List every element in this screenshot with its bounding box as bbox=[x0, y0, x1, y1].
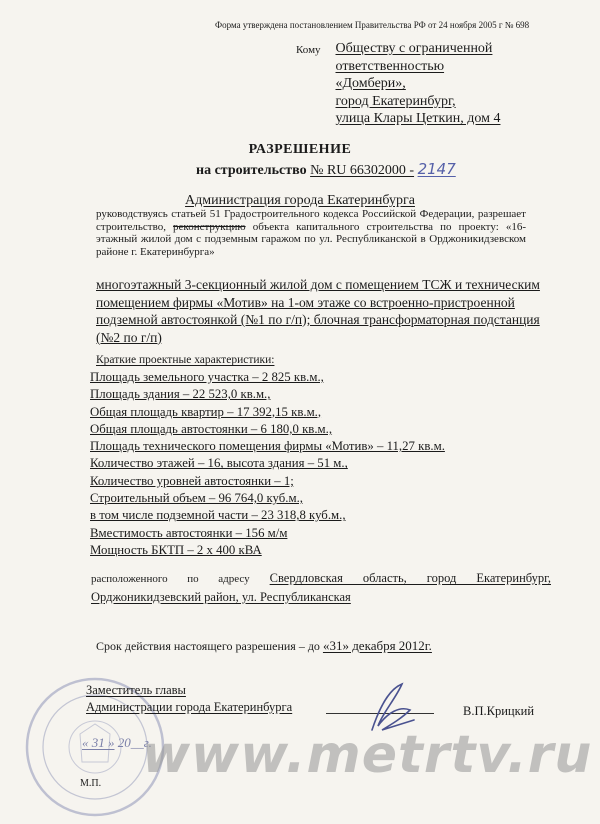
spec-item: Общая площадь квартир – 17 392,15 кв.м., bbox=[90, 404, 322, 419]
recipient-line: «Домбери», bbox=[335, 76, 406, 91]
stamp-label: М.П. bbox=[80, 778, 102, 789]
address-label: расположенного по адресу bbox=[91, 573, 250, 585]
recipient-label: Кому bbox=[296, 44, 321, 56]
spec-item: Количество этажей – 16, высота здания – 51 м., bbox=[90, 456, 348, 471]
recipient-line: город Екатеринбург, bbox=[335, 93, 456, 109]
recipient-line: ответственностью bbox=[335, 58, 445, 74]
authority-name: Администрация города Екатеринбурга bbox=[185, 193, 415, 208]
signer-name: В.П.Крицкий bbox=[463, 704, 535, 718]
validity-line bbox=[96, 638, 432, 654]
spec-item: в том числе подземной части – 23 318,8 куб.м., bbox=[90, 508, 346, 523]
signatory-title-line: Заместитель главы bbox=[86, 683, 186, 697]
recipient-line: Обществу с ограниченной bbox=[335, 41, 493, 56]
specs-title: Краткие проектные характеристики: bbox=[96, 354, 275, 366]
watermark: www.metrtv.ru bbox=[142, 725, 593, 785]
signatory-title bbox=[86, 682, 292, 716]
spec-item: Площадь здания – 22 523,0 кв.м., bbox=[90, 387, 271, 402]
object-description: многоэтажный 3-секционный жилой дом с помещением ТСЖ и техническим помещением фирмы «Мотив» на 1-ом этаже со встроенно-пристроенной подземной автостоянкой (№1 по г/п); блочная трансформаторная подстанция (№2 по г/п) bbox=[96, 277, 540, 345]
permit-handwritten-number: 2147 bbox=[417, 160, 456, 178]
permit-number: № RU 66302000 - bbox=[310, 163, 415, 178]
spec-item: Строительный объем – 96 764,0 куб.м., bbox=[90, 491, 303, 506]
specs-list bbox=[90, 369, 445, 559]
legal-basis bbox=[96, 208, 526, 258]
legal-basis-text: руководствуясь статьей 51 Градостроительного кодекса Российской Федерации, разрешает строительство, bbox=[96, 208, 526, 233]
address-value: Свердловская область, город Екатеринбург, Орджоникидзевский район, ул. Республиканская bbox=[91, 571, 551, 604]
document-title: РАЗРЕШЕНИЕ bbox=[248, 142, 352, 157]
spec-item: Количество уровней автостоянки – 1; bbox=[90, 473, 294, 488]
spec-item: Мощность БКТП – 2 х 400 кВА bbox=[90, 542, 262, 557]
form-note: Форма утверждена постановлением Правительства РФ от 24 ноября 2005 г № 698 bbox=[215, 20, 530, 30]
spec-item: Площадь технического помещения фирмы «Мотив» – 11,27 кв.м. bbox=[90, 439, 445, 454]
permit-number-line bbox=[196, 160, 456, 179]
struck-word: реконструкцию bbox=[173, 220, 246, 233]
address-block bbox=[91, 570, 551, 606]
permit-prefix: на строительство bbox=[196, 163, 307, 178]
spec-item: Вместимость автостоянки – 156 м/м bbox=[90, 525, 288, 540]
recipient-lines bbox=[336, 40, 501, 128]
signatory-title-line: Администрации города Екатеринбурга bbox=[86, 700, 293, 714]
spec-item: Общая площадь автостоянки – 6 180,0 кв.м., bbox=[90, 421, 333, 436]
recipient-block bbox=[296, 40, 500, 128]
signature-date-year: 20__г. bbox=[117, 735, 152, 750]
validity-label: Срок действия настоящего разрешения – до bbox=[96, 639, 320, 653]
legal-basis-text: объекта капитального строительства по проекту: «16-этажный жилой дом с подземным гаражом по ул. Республиканской в Орджоникидзевском районе г. Екатеринбурга» bbox=[96, 220, 526, 258]
signature-date-day: « 31 » bbox=[82, 735, 115, 750]
spec-item: Площадь земельного участка – 2 825 кв.м., bbox=[90, 370, 324, 384]
validity-date: «31» декабря 2012г. bbox=[322, 638, 432, 653]
recipient-line: улица Клары Цеткин, дом 4 bbox=[335, 111, 501, 126]
